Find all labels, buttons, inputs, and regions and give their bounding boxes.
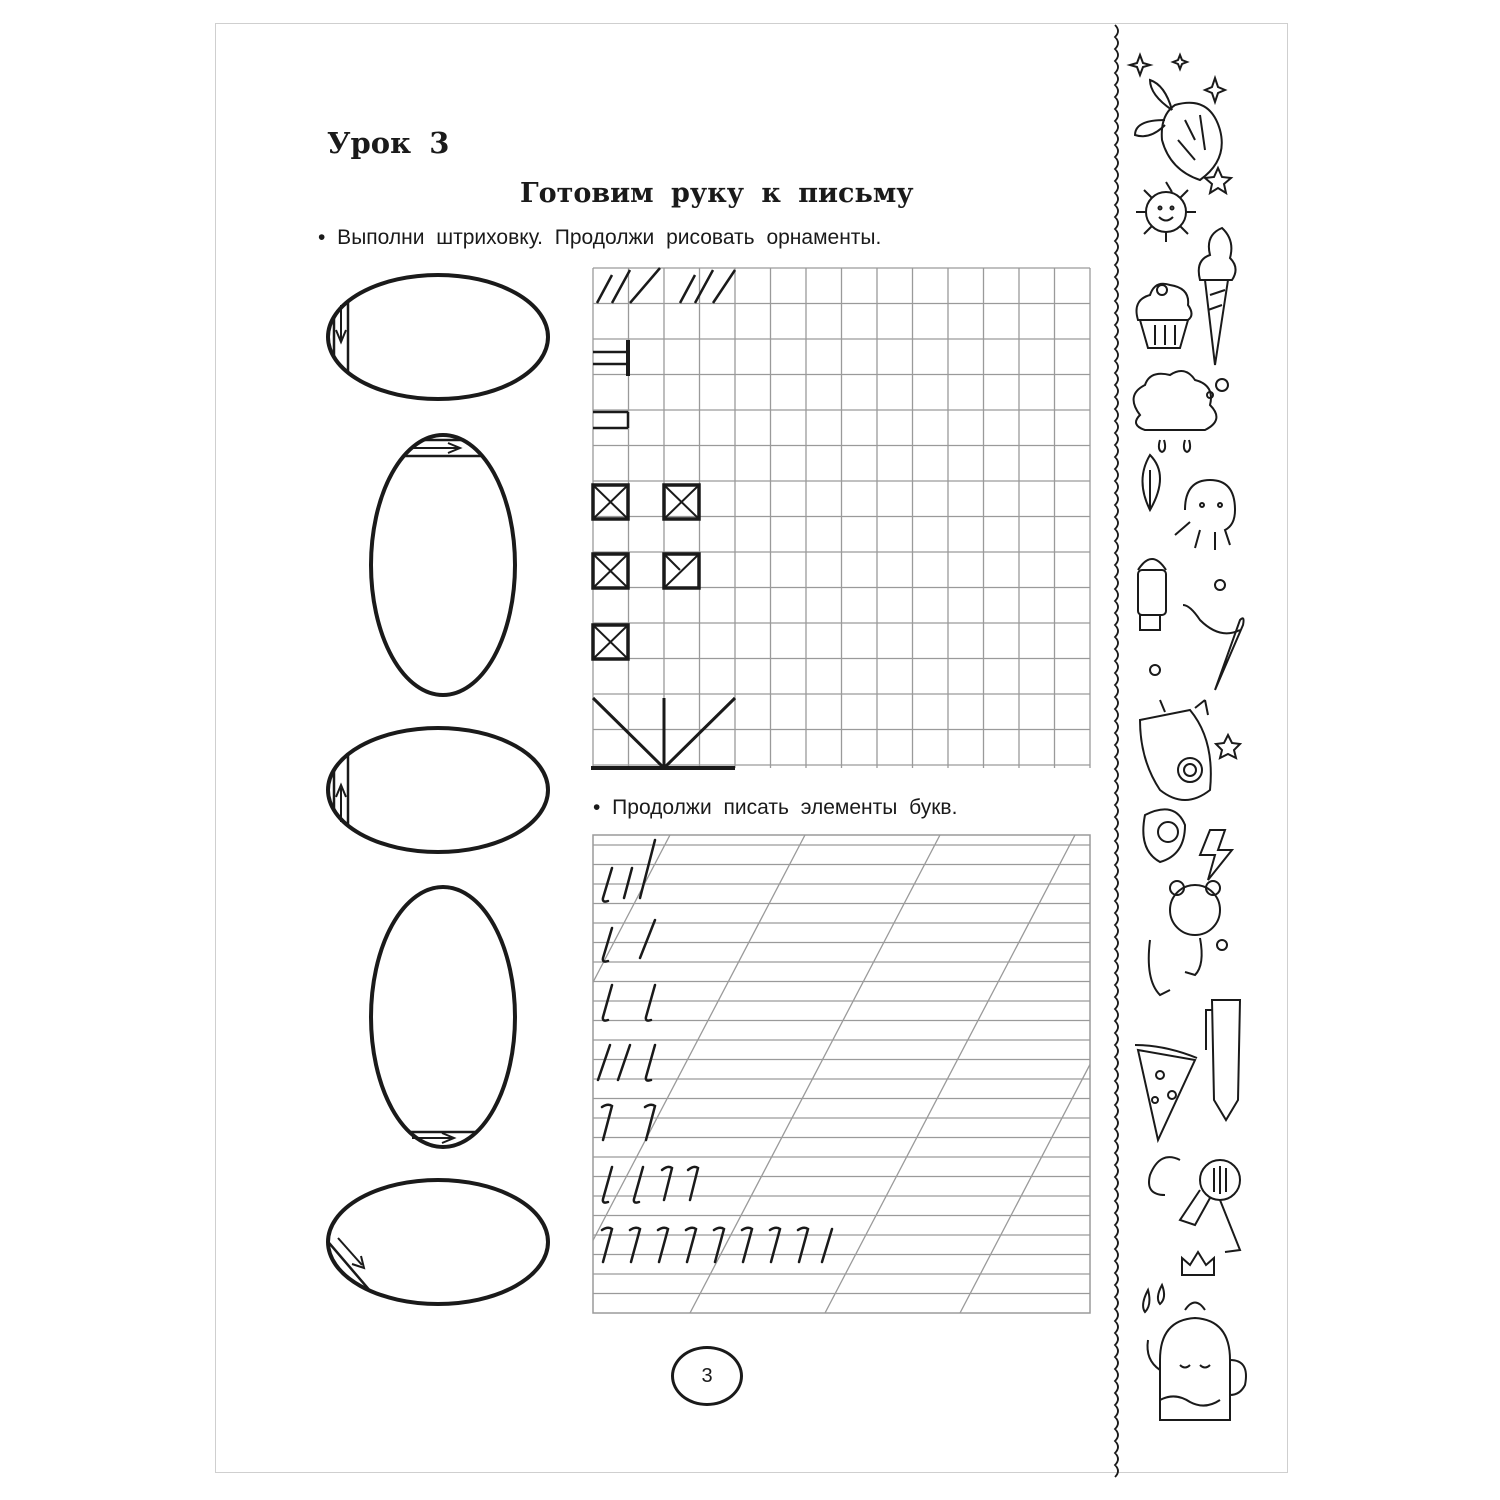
paint-tube-icon	[1138, 559, 1225, 630]
row-1	[603, 840, 655, 902]
drops-icon	[1143, 1285, 1164, 1312]
oval-5	[318, 1180, 548, 1323]
row-7	[602, 1228, 832, 1262]
grid-ornament-icon	[591, 268, 1090, 768]
hair-dryer-icon	[1149, 1157, 1240, 1252]
crown-icon	[1182, 1252, 1214, 1275]
ornament-bars	[593, 340, 628, 376]
oval-hatching-icon	[318, 270, 548, 1323]
ornament-slashes	[597, 268, 735, 303]
sun-icon	[1136, 182, 1196, 242]
rocket-icon	[1140, 665, 1240, 800]
slant-guide	[690, 835, 940, 1313]
slant-guide	[1365, 835, 1500, 1313]
teapot-icon	[1148, 1303, 1247, 1421]
cloud-icon	[1134, 371, 1228, 452]
ice-cream-icon	[1199, 228, 1236, 365]
decorative-strip	[1115, 25, 1246, 1477]
row-5	[602, 1105, 655, 1140]
row-2	[603, 920, 655, 962]
lesson-heading: Урок 3	[327, 126, 450, 160]
beet-icon	[1135, 80, 1222, 180]
pen-icon	[1206, 1000, 1240, 1120]
teddy-bear-icon	[1149, 881, 1227, 995]
row-3	[603, 985, 655, 1021]
oval-4	[360, 887, 530, 1147]
row-6	[603, 1167, 698, 1203]
oval-2	[360, 435, 530, 695]
instruction-letters: • Продолжи писать элементы букв.	[593, 796, 958, 819]
needle-icon	[1183, 605, 1244, 690]
cupcake-icon	[1137, 284, 1192, 348]
ornament-flag	[593, 412, 628, 428]
handwriting-lines-icon	[420, 835, 1500, 1313]
leaf-icon	[1143, 455, 1161, 510]
slant-guide	[420, 835, 670, 1313]
page-number: 3	[671, 1346, 743, 1406]
lightning-icon	[1200, 830, 1232, 880]
wavy-border	[1115, 25, 1118, 1477]
lemon-icon	[1143, 809, 1185, 862]
slant-guide	[1230, 835, 1480, 1313]
oval-3	[328, 720, 548, 860]
section-title: Готовим руку к письму	[520, 178, 914, 209]
star-icon	[1130, 55, 1225, 102]
slant-guide	[960, 835, 1210, 1313]
instruction-hatching: • Выполни штриховку. Продолжи рисовать орнаменты.	[318, 226, 882, 249]
slant-guide	[825, 835, 1075, 1313]
oval-1	[328, 270, 548, 405]
ornaments	[591, 268, 735, 768]
row-4	[598, 1045, 655, 1081]
ornament-fan	[591, 698, 735, 768]
ornament-boxes	[593, 485, 699, 659]
pizza-icon	[1135, 1045, 1197, 1140]
octopus-icon	[1175, 480, 1235, 550]
